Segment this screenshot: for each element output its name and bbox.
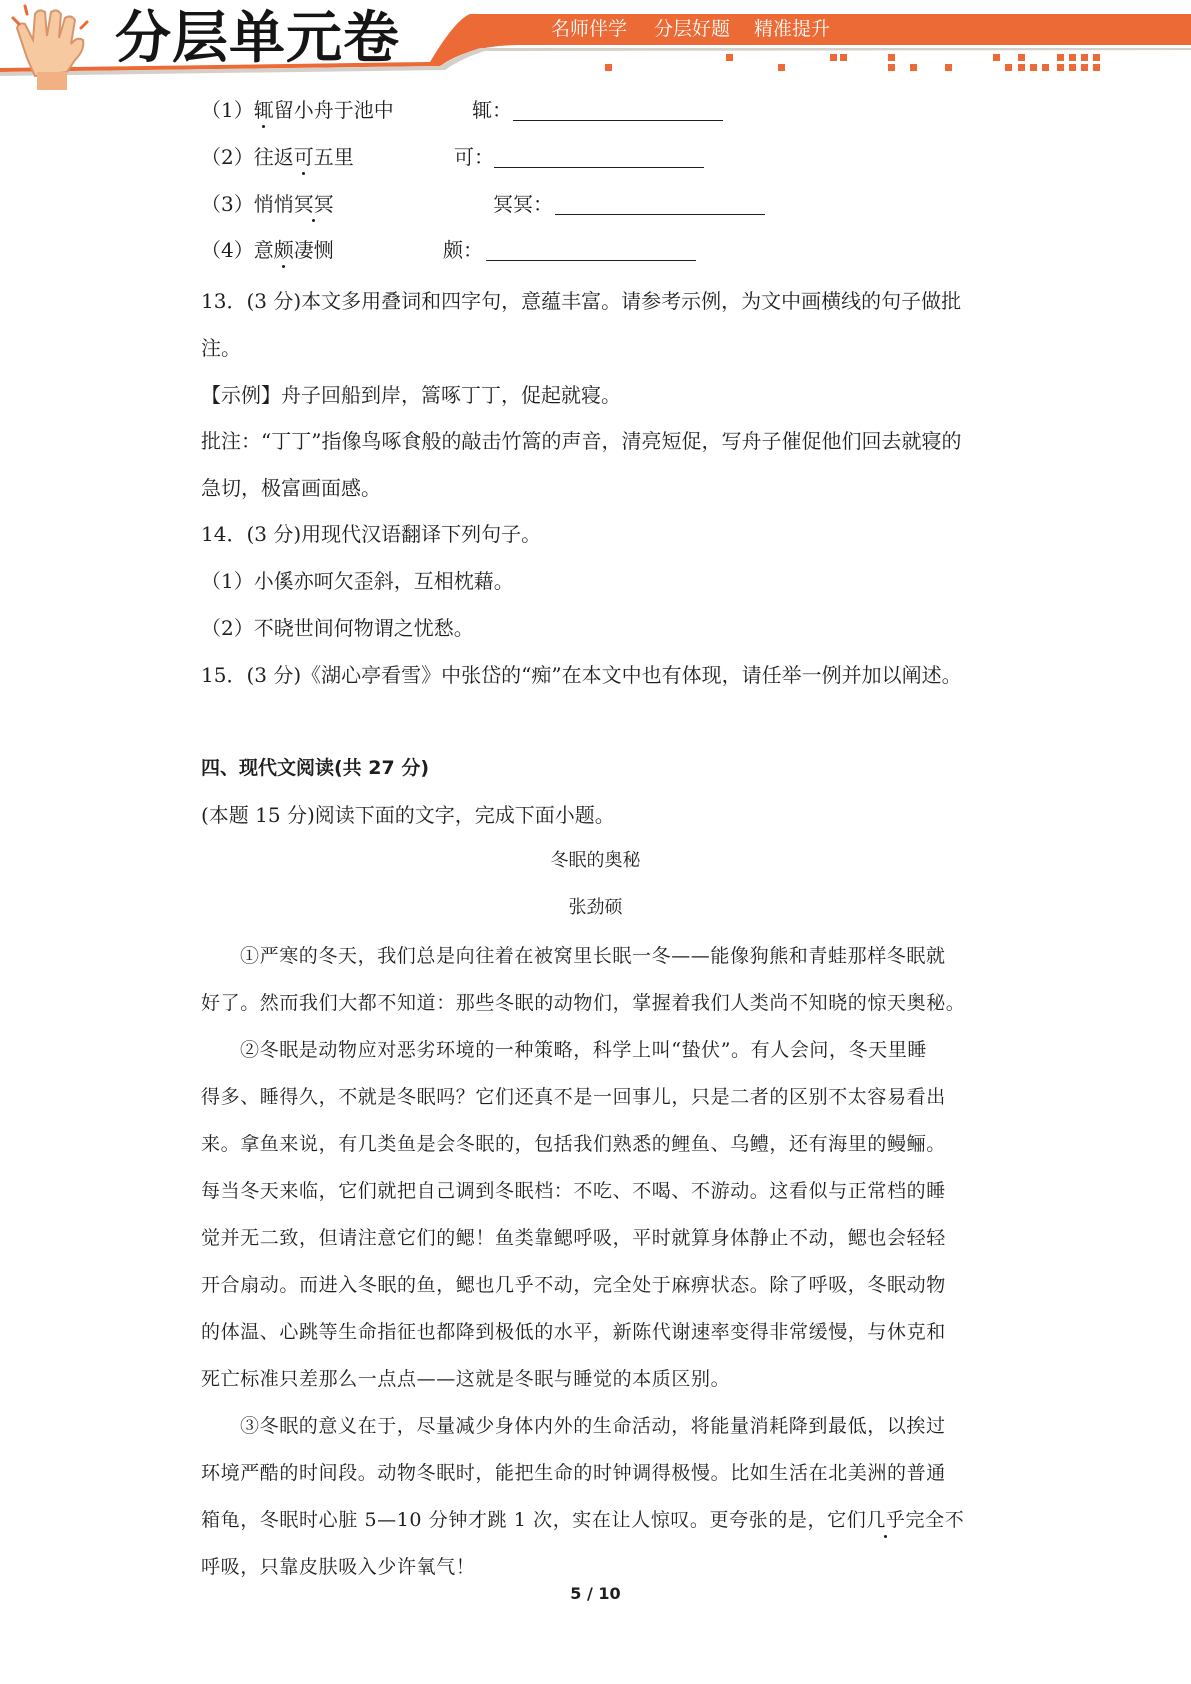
paragraph-line: 来。拿鱼来说，有几类鱼是会冬眠的，包括我们熟悉的鲤鱼、乌鳢，还有海里的鳗鲡。 xyxy=(201,1133,946,1155)
q12-item-1-rest: 留小舟于池中 xyxy=(273,98,394,122)
q13-example: 【示例】舟子回船到岸，篙啄丁丁，促起就寝。 xyxy=(201,383,621,407)
q12-item-3-dotted: 冥冥 xyxy=(293,192,334,216)
paragraph-line: ②冬眠是动物应对恶劣环境的一种策略，科学上叫“蛰伏”。有人会问，冬天里睡 xyxy=(240,1039,928,1061)
q12-item-4-dotted: 颇 xyxy=(273,238,294,262)
q14-prompt: 14．(3 分)用现代汉语翻译下列句子。 xyxy=(201,522,542,546)
section-heading: 四、现代文阅读(共 27 分) xyxy=(201,757,430,779)
q14-sentence-1: （1）小傒亦呵欠歪斜，互相枕藉。 xyxy=(201,569,514,593)
q12-item-1-prefix: （1） xyxy=(201,98,254,122)
raised-fist-icon xyxy=(5,0,105,90)
q12-item-2-blank[interactable] xyxy=(494,167,704,168)
paragraph-dotted-word: 几乎 xyxy=(866,1506,905,1534)
q12-item-2 xyxy=(201,143,354,171)
paragraph-line: 环境严酷的时间段。动物冬眠时，能把生命的时钟调得极慢。比如生活在北美洲的普通 xyxy=(201,1462,946,1484)
q12-item-1-blank[interactable] xyxy=(513,120,723,121)
q12-item-4-blank[interactable] xyxy=(486,260,696,261)
q12-item-3-label: 冥冥： xyxy=(493,192,553,216)
section-intro: (本题 15 分)阅读下面的文字，完成下面小题。 xyxy=(201,803,615,827)
article-author: 张劲硕 xyxy=(568,897,623,918)
banner-slogan-1: 名师伴学 xyxy=(551,18,628,40)
q12-item-2-dotted: 可 xyxy=(293,145,314,169)
q13-annotation-line-1: 批注：“丁丁”指像鸟啄食般的敲击竹篙的声音，清亮短促，写舟子催促他们回去就寝的 xyxy=(201,429,962,453)
paragraph-line: 每当冬天来临，它们就把自己调到冬眠档：不吃、不喝、不游动。这看似与正常档的睡 xyxy=(201,1180,946,1202)
q13-annotation-line-2: 急切，极富画面感。 xyxy=(201,476,381,500)
q12-item-4-rest: 凄恻 xyxy=(293,238,334,262)
q12-item-4-prefix: （4）意 xyxy=(201,238,274,262)
q12-item-1-dotted: 辄 xyxy=(253,98,274,122)
article-title: 冬眠的奥秘 xyxy=(550,850,641,871)
q13-prompt-line-1: 13．(3 分)本文多用叠词和四字句，意蕴丰富。请参考示例，为文中画横线的句子做批 xyxy=(201,289,962,313)
q12-item-4-label: 颇： xyxy=(443,238,483,262)
q12-item-3-blank[interactable] xyxy=(555,214,765,215)
paragraph-line: ③冬眠的意义在于，尽量减少身体内外的生命活动，将能量消耗降到最低，以挨过 xyxy=(240,1415,946,1437)
q13-prompt-line-2: 注。 xyxy=(201,336,241,360)
q15-prompt: 15．(3 分)《湖心亭看雪》中张岱的“痴”在本文中也有体现，请任举一例并加以阐述。 xyxy=(201,663,962,687)
page-number: 5 / 10 xyxy=(570,1584,621,1603)
q12-item-2-label: 可： xyxy=(454,145,494,169)
logo-title: 分层单元卷 xyxy=(115,6,400,71)
paragraph-line: 觉并无二致，但请注意它们的鳃！鱼类靠鳃呼吸，平时就算身体静止不动，鳃也会轻轻 xyxy=(201,1227,946,1249)
q12-item-2-prefix: （2）往返 xyxy=(201,145,294,169)
paragraph-line: 的体温、心跳等生命指征也都降到极低的水平，新陈代谢速率变得非常缓慢，与休克和 xyxy=(201,1321,946,1343)
paragraph-line: 死亡标准只差那么一点点——这就是冬眠与睡觉的本质区别。 xyxy=(201,1368,731,1390)
paragraph-line: 开合扇动。而进入冬眠的鱼，鳃也几乎不动，完全处于麻痹状态。除了呼吸，冬眠动物 xyxy=(201,1274,946,1296)
paragraph-line: ①严寒的冬天，我们总是向往着在被窝里长眠一冬——能像狗熊和青蛙那样冬眠就 xyxy=(240,945,946,967)
q12-item-3-prefix: （3）悄悄 xyxy=(201,192,294,216)
paragraph-line-tail: 完全不 xyxy=(905,1509,965,1531)
q12-item-4 xyxy=(201,236,334,264)
q14-sentence-2: （2）不晓世间何物谓之忧愁。 xyxy=(201,616,474,640)
banner-slogan-2: 分层好题 xyxy=(654,18,731,40)
paragraph-line: 呼吸，只靠皮肤吸入少许氧气！ xyxy=(201,1556,476,1578)
paragraph-line xyxy=(201,1506,964,1534)
paragraph-line: 得多、睡得久，不就是冬眠吗？它们还真不是一回事儿，只是二者的区别不太容易看出 xyxy=(201,1086,946,1108)
q12-item-1-label: 辄： xyxy=(472,98,512,122)
q12-item-1 xyxy=(201,96,394,124)
paragraph-line: 好了。然而我们大都不知道：那些冬眠的动物们，掌握着我们人类尚不知晓的惊天奥秘。 xyxy=(201,992,966,1014)
banner-slogan-3: 精准提升 xyxy=(754,18,831,40)
page-header xyxy=(0,0,1191,90)
q12-item-3 xyxy=(201,190,334,218)
q12-item-2-rest: 五里 xyxy=(313,145,354,169)
paragraph-line-text: 箱龟，冬眠时心脏 5—10 分钟才跳 1 次，实在让人惊叹。更夸张的是，它们 xyxy=(201,1509,867,1531)
